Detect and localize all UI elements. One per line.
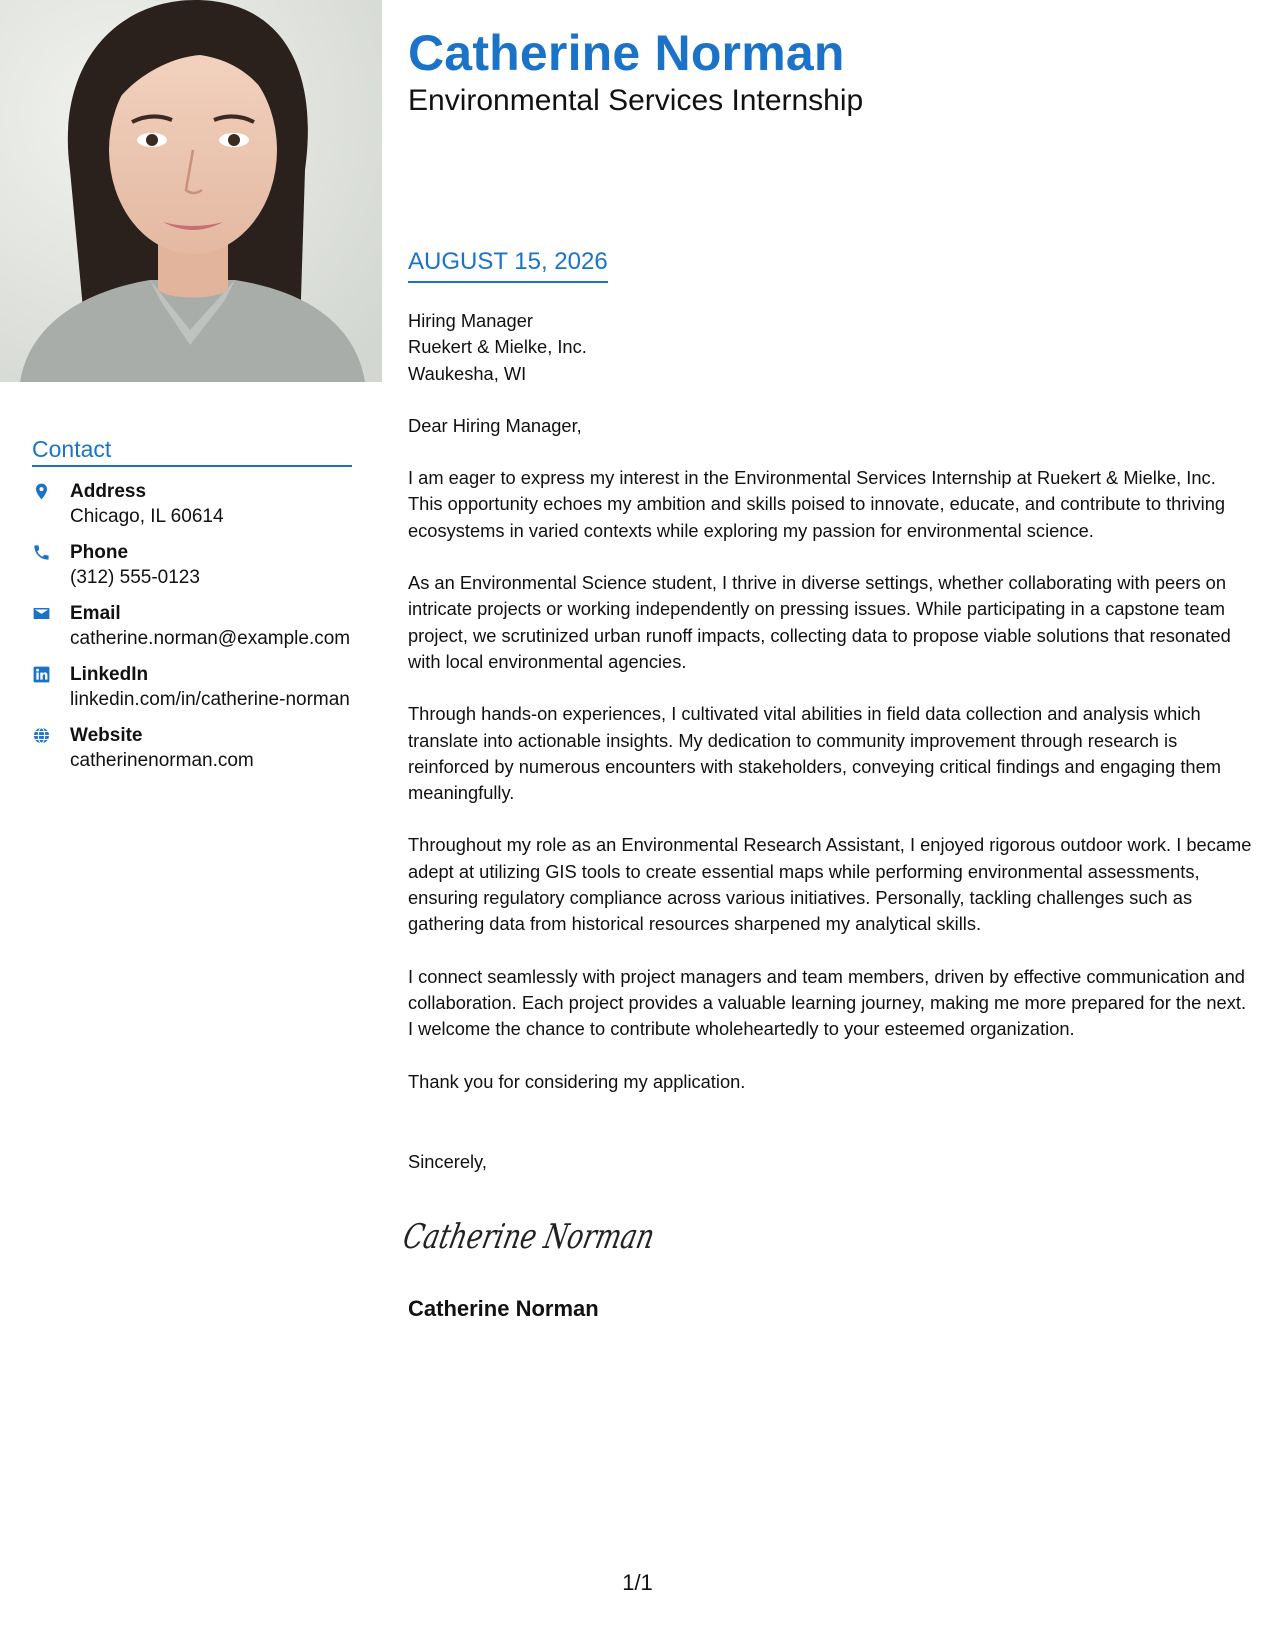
email-icon <box>32 601 70 623</box>
contact-item-website <box>32 723 352 773</box>
letter-body <box>408 308 1253 1175</box>
email-value[interactable]: catherine.norman@example.com <box>70 628 351 649</box>
body-paragraph: Throughout my role as an Environmental Research Assistant, I enjoyed rigorous outdoor work. I became adept at utilizing GIS tools to create essential maps while performing environmental assessments, ensuring regulatory compliance across various initiatives. Personally, tackling challenges such as gathering data from historical resources sharpened my analytical skills. <box>408 834 1252 935</box>
contact-label: Email <box>70 603 121 624</box>
contact-item-linkedin <box>32 662 352 712</box>
contact-label: Phone <box>70 542 129 563</box>
linkedin-icon <box>32 662 70 684</box>
contact-label: LinkedIn <box>70 664 149 685</box>
svg-text:Catherine Norman: Catherine Norman <box>399 1217 731 1257</box>
address-value: Chicago, IL 60614 <box>70 506 224 527</box>
recipient-line: Waukesha, WI <box>408 362 527 384</box>
globe-icon <box>32 723 70 745</box>
phone-icon <box>32 540 70 562</box>
contact-item-phone <box>32 540 352 590</box>
contact-item-address <box>32 479 352 529</box>
contact-heading: Contact <box>32 436 352 467</box>
contact-label: Address <box>70 481 147 502</box>
body-paragraph: I am eager to express my interest in the Environmental Services Internship at Ruekert & Mielke, Inc. This opportunity echoes my ambition and skills poised to innovate, educate, and contribute to thriving ecosystems in varied contexts while exploring my passion for environmental science. <box>408 467 1226 541</box>
contact-item-email <box>32 601 352 651</box>
contact-list <box>32 479 352 773</box>
location-pin-icon <box>32 479 70 501</box>
body-paragraph: I connect seamlessly with project managers and team members, driven by effective communication and collaboration. Each project provides a valuable learning journey, making me more prepared for the next. I welcome the chance to contribute wholeheartedly to your esteemed organization. <box>408 965 1247 1040</box>
contact-section <box>32 436 352 784</box>
phone-value[interactable]: (312) 555-0123 <box>70 567 200 588</box>
target-role: Environmental Services Internship <box>408 84 864 117</box>
recipient-line: Hiring Manager <box>408 310 533 331</box>
closing: Sincerely, <box>408 1150 487 1172</box>
body-paragraph: As an Environmental Science student, I thrive in diverse settings, whether collaborating with peers on intricate projects or working independently on pressing issues. While participating in a capstone team project, we scrutinized urban runoff impacts, collecting data to propose viable solutions that resonated with local environmental agencies. <box>408 572 1231 672</box>
applicant-name: Catherine Norman <box>408 25 845 81</box>
salutation: Dear Hiring Manager, <box>408 414 582 436</box>
signer-name: Catherine Norman <box>408 1296 599 1321</box>
body-paragraph: Through hands-on experiences, I cultivated vital abilities in field data collection and analysis which translate into actionable insights. My dedication to community improvement through research is reinforced by numerous encounters with stakeholders, conveying critical findings and engaging them meaningfully. <box>408 703 1221 804</box>
website-value[interactable]: catherinenorman.com <box>70 750 254 771</box>
profile-photo <box>0 0 382 382</box>
contact-label: Website <box>70 725 143 746</box>
page-number: 1/1 <box>622 1570 653 1595</box>
body-paragraph: Thank you for considering my application. <box>408 1070 746 1092</box>
signature-image <box>399 1208 731 1269</box>
recipient-line: Ruekert & Mielke, Inc. <box>408 336 587 358</box>
linkedin-value[interactable]: linkedin.com/in/catherine-norman <box>70 689 350 710</box>
recipient-block <box>408 308 1253 387</box>
letter-date: AUGUST 15, 2026 <box>408 248 608 283</box>
